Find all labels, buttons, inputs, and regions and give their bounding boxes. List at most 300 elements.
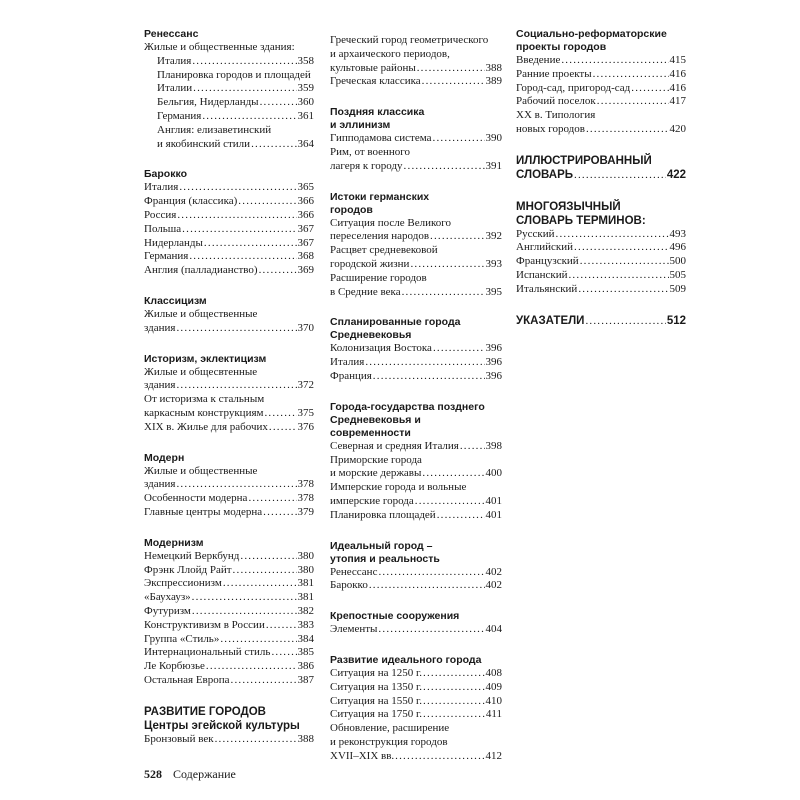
entry-line: Жилые и общесвтенные xyxy=(144,365,258,378)
toc-entry[interactable] xyxy=(144,633,314,647)
section-heading: Города-государства позднего xyxy=(330,400,485,413)
entry-title: Германия xyxy=(144,250,189,263)
toc-section xyxy=(516,200,686,297)
toc-entry[interactable] xyxy=(330,440,502,454)
toc-entry[interactable] xyxy=(144,619,314,633)
section-heading: Истоки германских xyxy=(330,190,430,203)
entry-title: и морские державы xyxy=(330,467,422,480)
toc-section xyxy=(144,705,314,747)
entry-page: 402 xyxy=(485,579,502,592)
dot-leader xyxy=(264,407,296,421)
entry-title: Группа «Стиль» xyxy=(144,632,220,645)
toc-column-1 xyxy=(144,28,314,763)
toc-entry[interactable] xyxy=(144,96,314,110)
section-heading: Социально-реформаторские xyxy=(516,28,667,40)
entry-line: Приморские города xyxy=(330,453,422,466)
toc-entry[interactable] xyxy=(330,342,502,356)
dot-leader xyxy=(263,506,296,520)
toc-entry[interactable] xyxy=(330,566,502,580)
entry-title: Италия xyxy=(144,181,179,194)
toc-entry[interactable] xyxy=(144,492,314,506)
entry-page: 416 xyxy=(669,67,686,80)
toc-entry[interactable] xyxy=(330,370,502,384)
entry-page: 382 xyxy=(297,604,314,617)
toc-entry[interactable] xyxy=(330,579,502,593)
toc-entry[interactable] xyxy=(330,495,502,509)
section-heading: Идеальный город – xyxy=(330,539,433,552)
entry-title: Итальянский xyxy=(516,282,578,295)
toc-entry[interactable] xyxy=(144,237,314,251)
entry-page: 410 xyxy=(485,694,502,707)
entry-title: УКАЗАТЕЛИ xyxy=(516,314,585,327)
entry-title: Конструктивизм в России xyxy=(144,618,265,631)
entry-title: Английский xyxy=(516,241,574,254)
toc-entry[interactable] xyxy=(144,379,314,393)
dot-leader xyxy=(556,228,669,242)
entry-title: новых городов xyxy=(516,122,585,135)
entry-title: Остальная Европа xyxy=(144,673,230,686)
entry-page: 396 xyxy=(485,342,502,355)
section-heading: Центры эгейской культуры xyxy=(144,719,300,732)
toc-entry[interactable] xyxy=(330,160,502,174)
dot-leader xyxy=(259,264,297,278)
entry-title: СЛОВАРЬ xyxy=(516,168,574,181)
entry-title: здания xyxy=(144,321,176,334)
toc-entry[interactable] xyxy=(330,62,502,76)
entry-page: 404 xyxy=(485,623,502,636)
dot-leader xyxy=(404,160,485,174)
entry-page: 388 xyxy=(485,61,502,74)
dot-leader xyxy=(193,82,296,96)
entry-line: Имперские города и вольные xyxy=(330,481,467,494)
section-heading: Средневековья xyxy=(330,329,412,342)
toc-entry[interactable] xyxy=(144,209,314,223)
entry-page: 416 xyxy=(669,81,686,94)
dot-leader xyxy=(410,258,484,272)
toc-column-2 xyxy=(330,34,502,781)
toc-entry[interactable] xyxy=(144,407,314,421)
entry-title: Северная и средняя Италия xyxy=(330,439,459,452)
entry-page: 366 xyxy=(297,195,314,208)
entry-page: 417 xyxy=(669,95,686,108)
entry-line: Греческий город геометрического xyxy=(330,34,489,46)
dot-leader xyxy=(597,95,669,109)
entry-title: Ренессанс xyxy=(330,565,378,578)
section-heading: Историзм, эклектицизм xyxy=(144,352,267,365)
entry-page: 358 xyxy=(297,54,314,67)
section-heading: Крепостные сооружения xyxy=(330,610,460,623)
entry-title: Германия xyxy=(157,109,202,122)
dot-leader xyxy=(378,566,484,580)
entry-page: 388 xyxy=(297,732,314,745)
entry-page: 412 xyxy=(485,749,502,762)
entry-title: Главные центры модерна xyxy=(144,505,263,518)
entry-title: городской жизни xyxy=(330,257,410,270)
section-heading: Модерн xyxy=(144,451,185,464)
entry-title: XVII–XIX вв. xyxy=(330,749,395,762)
entry-title: Ситуация на 1750 г. xyxy=(330,708,422,721)
entry-page: 386 xyxy=(297,660,314,673)
entry-title: Немецкий Веркбунд xyxy=(144,549,240,562)
entry-title: каркасным конструкциям xyxy=(144,406,264,419)
entry-page: 409 xyxy=(485,680,502,693)
toc-section xyxy=(144,295,314,336)
dot-leader xyxy=(223,577,297,591)
entry-page: 500 xyxy=(669,255,686,268)
entry-title: Рабочий поселок xyxy=(516,95,596,108)
entry-title: имперские города xyxy=(330,494,414,507)
entry-page: 411 xyxy=(485,708,502,721)
dot-leader xyxy=(585,315,665,329)
entry-page: 420 xyxy=(669,122,686,135)
section-heading: Модернизм xyxy=(144,536,204,549)
entry-page: 375 xyxy=(297,406,314,419)
dot-leader xyxy=(204,237,297,251)
toc-entry[interactable] xyxy=(330,230,502,244)
page-number: 528 xyxy=(144,767,162,781)
dot-leader xyxy=(580,255,669,269)
entry-page: 396 xyxy=(485,356,502,369)
toc-entry[interactable] xyxy=(330,667,502,681)
entry-page: 369 xyxy=(297,264,314,277)
dot-leader xyxy=(422,467,484,481)
entry-page: 398 xyxy=(485,439,502,452)
toc-entry[interactable] xyxy=(330,356,502,370)
dot-leader xyxy=(206,660,297,674)
entry-page: 387 xyxy=(297,673,314,686)
entry-line: XX в. Типология xyxy=(516,109,596,122)
toc-entry[interactable] xyxy=(330,695,502,709)
entry-title: Греческая классика xyxy=(330,75,421,88)
dot-leader xyxy=(423,695,485,709)
section-heading: проекты городов xyxy=(516,41,607,53)
toc-entry[interactable] xyxy=(516,95,686,109)
entry-title: Колонизация Востока xyxy=(330,342,432,355)
entry-title: Город-сад, пригород-сад xyxy=(516,81,631,94)
toc-entry[interactable] xyxy=(516,54,686,68)
page-footer xyxy=(144,767,236,782)
toc-entry[interactable] xyxy=(330,286,502,300)
toc-entry[interactable] xyxy=(144,181,314,195)
entry-title: Ситуация на 1250 г. xyxy=(330,666,422,679)
dot-leader xyxy=(574,241,668,255)
toc-entry[interactable] xyxy=(144,478,314,492)
entry-line: Обновление, расширение xyxy=(330,722,450,735)
entry-page: 393 xyxy=(485,257,502,270)
toc-section xyxy=(330,610,502,637)
entry-page: 381 xyxy=(297,591,314,604)
entry-title: переселения народов xyxy=(330,230,430,243)
entry-page: 509 xyxy=(669,282,686,295)
toc-entry[interactable] xyxy=(516,228,686,242)
section-heading: Классицизм xyxy=(144,294,207,307)
section-heading: утопия и реальность xyxy=(330,552,440,565)
toc-column-3 xyxy=(516,28,686,345)
dot-leader xyxy=(220,633,296,647)
entry-title: Ранние проекты xyxy=(516,67,592,80)
footer-label: Содержание xyxy=(173,767,236,781)
entry-line: Ситуация после Великого xyxy=(330,216,451,229)
dot-leader xyxy=(189,250,296,264)
toc-entry[interactable] xyxy=(330,258,502,272)
entry-page: 496 xyxy=(669,241,686,254)
entry-page: 385 xyxy=(297,646,314,659)
dot-leader xyxy=(365,356,484,370)
dot-leader xyxy=(202,110,296,124)
section-heading: городов xyxy=(330,203,373,216)
entry-title: Экспрессионизм xyxy=(144,577,222,590)
toc-entry[interactable] xyxy=(144,138,314,152)
entry-title: Футуризм xyxy=(144,604,191,617)
entry-title: Италия xyxy=(330,356,365,369)
dot-leader xyxy=(631,82,668,96)
entry-page: 380 xyxy=(297,549,314,562)
dot-leader xyxy=(179,181,296,195)
entry-page: 512 xyxy=(666,314,686,327)
dot-leader xyxy=(177,209,296,223)
entry-page: 365 xyxy=(297,181,314,194)
entry-title: Англия (палладианство) xyxy=(144,264,258,277)
toc-entry[interactable] xyxy=(144,322,314,336)
entry-page: 368 xyxy=(297,250,314,263)
dot-leader xyxy=(561,54,668,68)
entry-title: «Баухауз» xyxy=(144,591,191,604)
entry-page: 380 xyxy=(297,563,314,576)
dot-leader xyxy=(395,750,484,764)
toc-entry[interactable] xyxy=(144,250,314,264)
toc-entry[interactable] xyxy=(144,550,314,564)
toc-entry[interactable] xyxy=(144,82,314,96)
dot-leader xyxy=(593,68,669,82)
toc-entry[interactable] xyxy=(516,269,686,283)
dot-leader xyxy=(586,123,669,137)
entry-page: 381 xyxy=(297,577,314,590)
dot-leader xyxy=(417,62,485,76)
dot-leader xyxy=(378,623,484,637)
dot-leader xyxy=(574,169,666,183)
entry-page: 402 xyxy=(485,565,502,578)
toc-entry[interactable] xyxy=(330,623,502,637)
entry-line: Жилые и общественные здания: xyxy=(144,41,295,53)
entry-page: 391 xyxy=(485,159,502,172)
dot-leader xyxy=(433,342,485,356)
toc-section xyxy=(144,537,314,688)
toc-section xyxy=(330,654,502,764)
entry-page: 505 xyxy=(669,268,686,281)
entry-title: Италия xyxy=(157,54,192,67)
toc-entry[interactable] xyxy=(330,467,502,481)
toc-entry[interactable] xyxy=(516,123,686,137)
entry-line: и реконструкция городов xyxy=(330,735,448,748)
dot-leader xyxy=(260,96,297,110)
toc-entry[interactable] xyxy=(144,564,314,578)
entry-page: 415 xyxy=(669,54,686,66)
toc-section xyxy=(330,316,502,383)
dot-leader xyxy=(460,440,485,454)
dot-leader xyxy=(423,667,485,681)
dot-leader xyxy=(422,75,485,89)
entry-page: 367 xyxy=(297,222,314,235)
entry-title: Россия xyxy=(144,208,177,221)
toc-entry[interactable] xyxy=(144,421,314,435)
section-heading: Спланированные города xyxy=(330,316,461,329)
toc-entry[interactable] xyxy=(144,55,314,69)
entry-title: Гипподамова система xyxy=(330,132,432,145)
entry-title: Бельгия, Нидерланды xyxy=(157,96,259,109)
entry-page: 395 xyxy=(485,285,502,298)
toc-section xyxy=(330,191,502,300)
section-heading: Развитие идеального города xyxy=(330,653,482,666)
toc-entry[interactable] xyxy=(516,283,686,297)
toc-entry[interactable] xyxy=(144,223,314,237)
dot-leader xyxy=(176,322,296,336)
section-heading: Ренессанс xyxy=(144,28,199,40)
entry-page: 376 xyxy=(297,420,314,433)
dot-leader xyxy=(182,223,296,237)
entry-page: 401 xyxy=(485,508,502,521)
toc-entry[interactable] xyxy=(330,75,502,89)
entry-title: Особенности модерна xyxy=(144,492,248,505)
toc-section xyxy=(330,34,502,89)
entry-page: 401 xyxy=(485,494,502,507)
toc-entry[interactable] xyxy=(144,646,314,660)
toc-section xyxy=(144,168,314,278)
entry-line: Расширение городов xyxy=(330,271,427,284)
dot-leader xyxy=(231,674,297,688)
entry-title: здания xyxy=(144,379,176,392)
entry-page: 383 xyxy=(297,618,314,631)
entry-page: 359 xyxy=(297,82,314,95)
entry-page: 390 xyxy=(485,132,502,145)
toc-entry[interactable] xyxy=(144,591,314,605)
toc-entry[interactable] xyxy=(516,314,686,329)
toc-entry[interactable] xyxy=(330,750,502,764)
toc-entry[interactable] xyxy=(144,264,314,278)
entry-title: Фрэнк Ллойд Райт xyxy=(144,563,232,576)
toc-entry[interactable] xyxy=(144,674,314,688)
toc-section xyxy=(330,106,502,173)
entry-title: лагеря к городу xyxy=(330,159,403,172)
dot-leader xyxy=(271,646,296,660)
entry-title: Испанский xyxy=(516,268,568,281)
dot-leader xyxy=(369,579,485,593)
section-heading: Барокко xyxy=(144,168,187,181)
section-heading: и эллинизм xyxy=(330,119,391,132)
toc-section xyxy=(516,154,686,183)
entry-line: Расцвет средневековой xyxy=(330,244,438,257)
toc-entry[interactable] xyxy=(516,241,686,255)
dot-leader xyxy=(192,591,297,605)
dot-leader xyxy=(415,495,485,509)
entry-title: XIX в. Жилье для рабочих xyxy=(144,420,268,433)
toc-entry[interactable] xyxy=(144,660,314,674)
entry-line: Планировка городов и площадей xyxy=(157,68,311,81)
toc-section xyxy=(144,452,314,520)
toc-entry[interactable] xyxy=(144,605,314,619)
toc-entry[interactable] xyxy=(144,733,314,747)
entry-title: Введение xyxy=(516,54,561,66)
section-heading: ИЛЛЮСТРИРОВАННЫЙ xyxy=(516,154,652,167)
dot-leader xyxy=(192,55,296,69)
dot-leader xyxy=(423,681,485,695)
entry-page: 361 xyxy=(297,109,314,122)
toc-entry[interactable] xyxy=(144,577,314,591)
entry-page: 392 xyxy=(485,230,502,243)
entry-title: Нидерланды xyxy=(144,236,203,249)
toc-entry[interactable] xyxy=(330,708,502,722)
entry-title: Планировка площадей xyxy=(330,508,436,521)
toc-entry[interactable] xyxy=(330,132,502,146)
entry-title: Ле Корбюзье xyxy=(144,660,205,673)
entry-page: 370 xyxy=(297,321,314,334)
dot-leader xyxy=(373,370,485,384)
toc-entry[interactable] xyxy=(516,168,686,183)
toc-entry[interactable] xyxy=(516,255,686,269)
entry-title: Бронзовый век xyxy=(144,732,214,745)
entry-page: 400 xyxy=(485,467,502,480)
entry-line: и архаического периодов, xyxy=(330,47,450,60)
entry-title: культовые районы xyxy=(330,61,416,74)
dot-leader xyxy=(240,550,296,564)
entry-title: Элементы xyxy=(330,623,378,636)
entry-title: Франция (классика) xyxy=(144,195,238,208)
entry-page: 493 xyxy=(669,227,686,240)
entry-page: 389 xyxy=(485,75,502,88)
section-heading: РАЗВИТИЕ ГОРОДОВ xyxy=(144,705,266,718)
entry-title: Ситуация на 1350 г. xyxy=(330,680,422,693)
toc-section xyxy=(330,401,502,523)
dot-leader xyxy=(192,605,297,619)
entry-page: 396 xyxy=(485,369,502,382)
dot-leader xyxy=(423,708,485,722)
toc-entry[interactable] xyxy=(330,681,502,695)
entry-line: От историзма к стальным xyxy=(144,393,265,406)
toc-section xyxy=(144,353,314,435)
dot-leader xyxy=(568,269,668,283)
entry-page: 384 xyxy=(297,632,314,645)
toc-section xyxy=(516,314,686,329)
entry-title: Франция xyxy=(330,369,372,382)
entry-page: 408 xyxy=(485,666,502,679)
toc-entry[interactable] xyxy=(516,68,686,82)
toc-entry[interactable] xyxy=(144,110,314,124)
entry-title: Италии xyxy=(157,82,193,95)
entry-page: 366 xyxy=(297,208,314,221)
toc-entry[interactable] xyxy=(144,506,314,520)
dot-leader xyxy=(266,619,297,633)
entry-title: Французский xyxy=(516,255,579,268)
dot-leader xyxy=(248,492,296,506)
toc-section xyxy=(330,540,502,594)
toc-entry[interactable] xyxy=(330,509,502,523)
entry-title: Барокко xyxy=(330,579,368,592)
toc-entry[interactable] xyxy=(516,82,686,96)
dot-leader xyxy=(578,283,668,297)
entry-title: в Средние века xyxy=(330,285,401,298)
entry-line: Жилые и общественные xyxy=(144,307,258,320)
dot-leader xyxy=(215,733,297,747)
entry-title: Ситуация на 1550 г. xyxy=(330,694,422,707)
entry-page: 378 xyxy=(297,492,314,505)
toc-entry[interactable] xyxy=(144,195,314,209)
entry-title: здания xyxy=(144,478,176,491)
entry-line: Рим, от военного xyxy=(330,145,411,158)
entry-page: 364 xyxy=(297,137,314,150)
entry-page: 367 xyxy=(297,236,314,249)
toc-section xyxy=(516,28,686,137)
entry-title: Интернациональный стиль xyxy=(144,646,271,659)
entry-page: 379 xyxy=(297,505,314,518)
